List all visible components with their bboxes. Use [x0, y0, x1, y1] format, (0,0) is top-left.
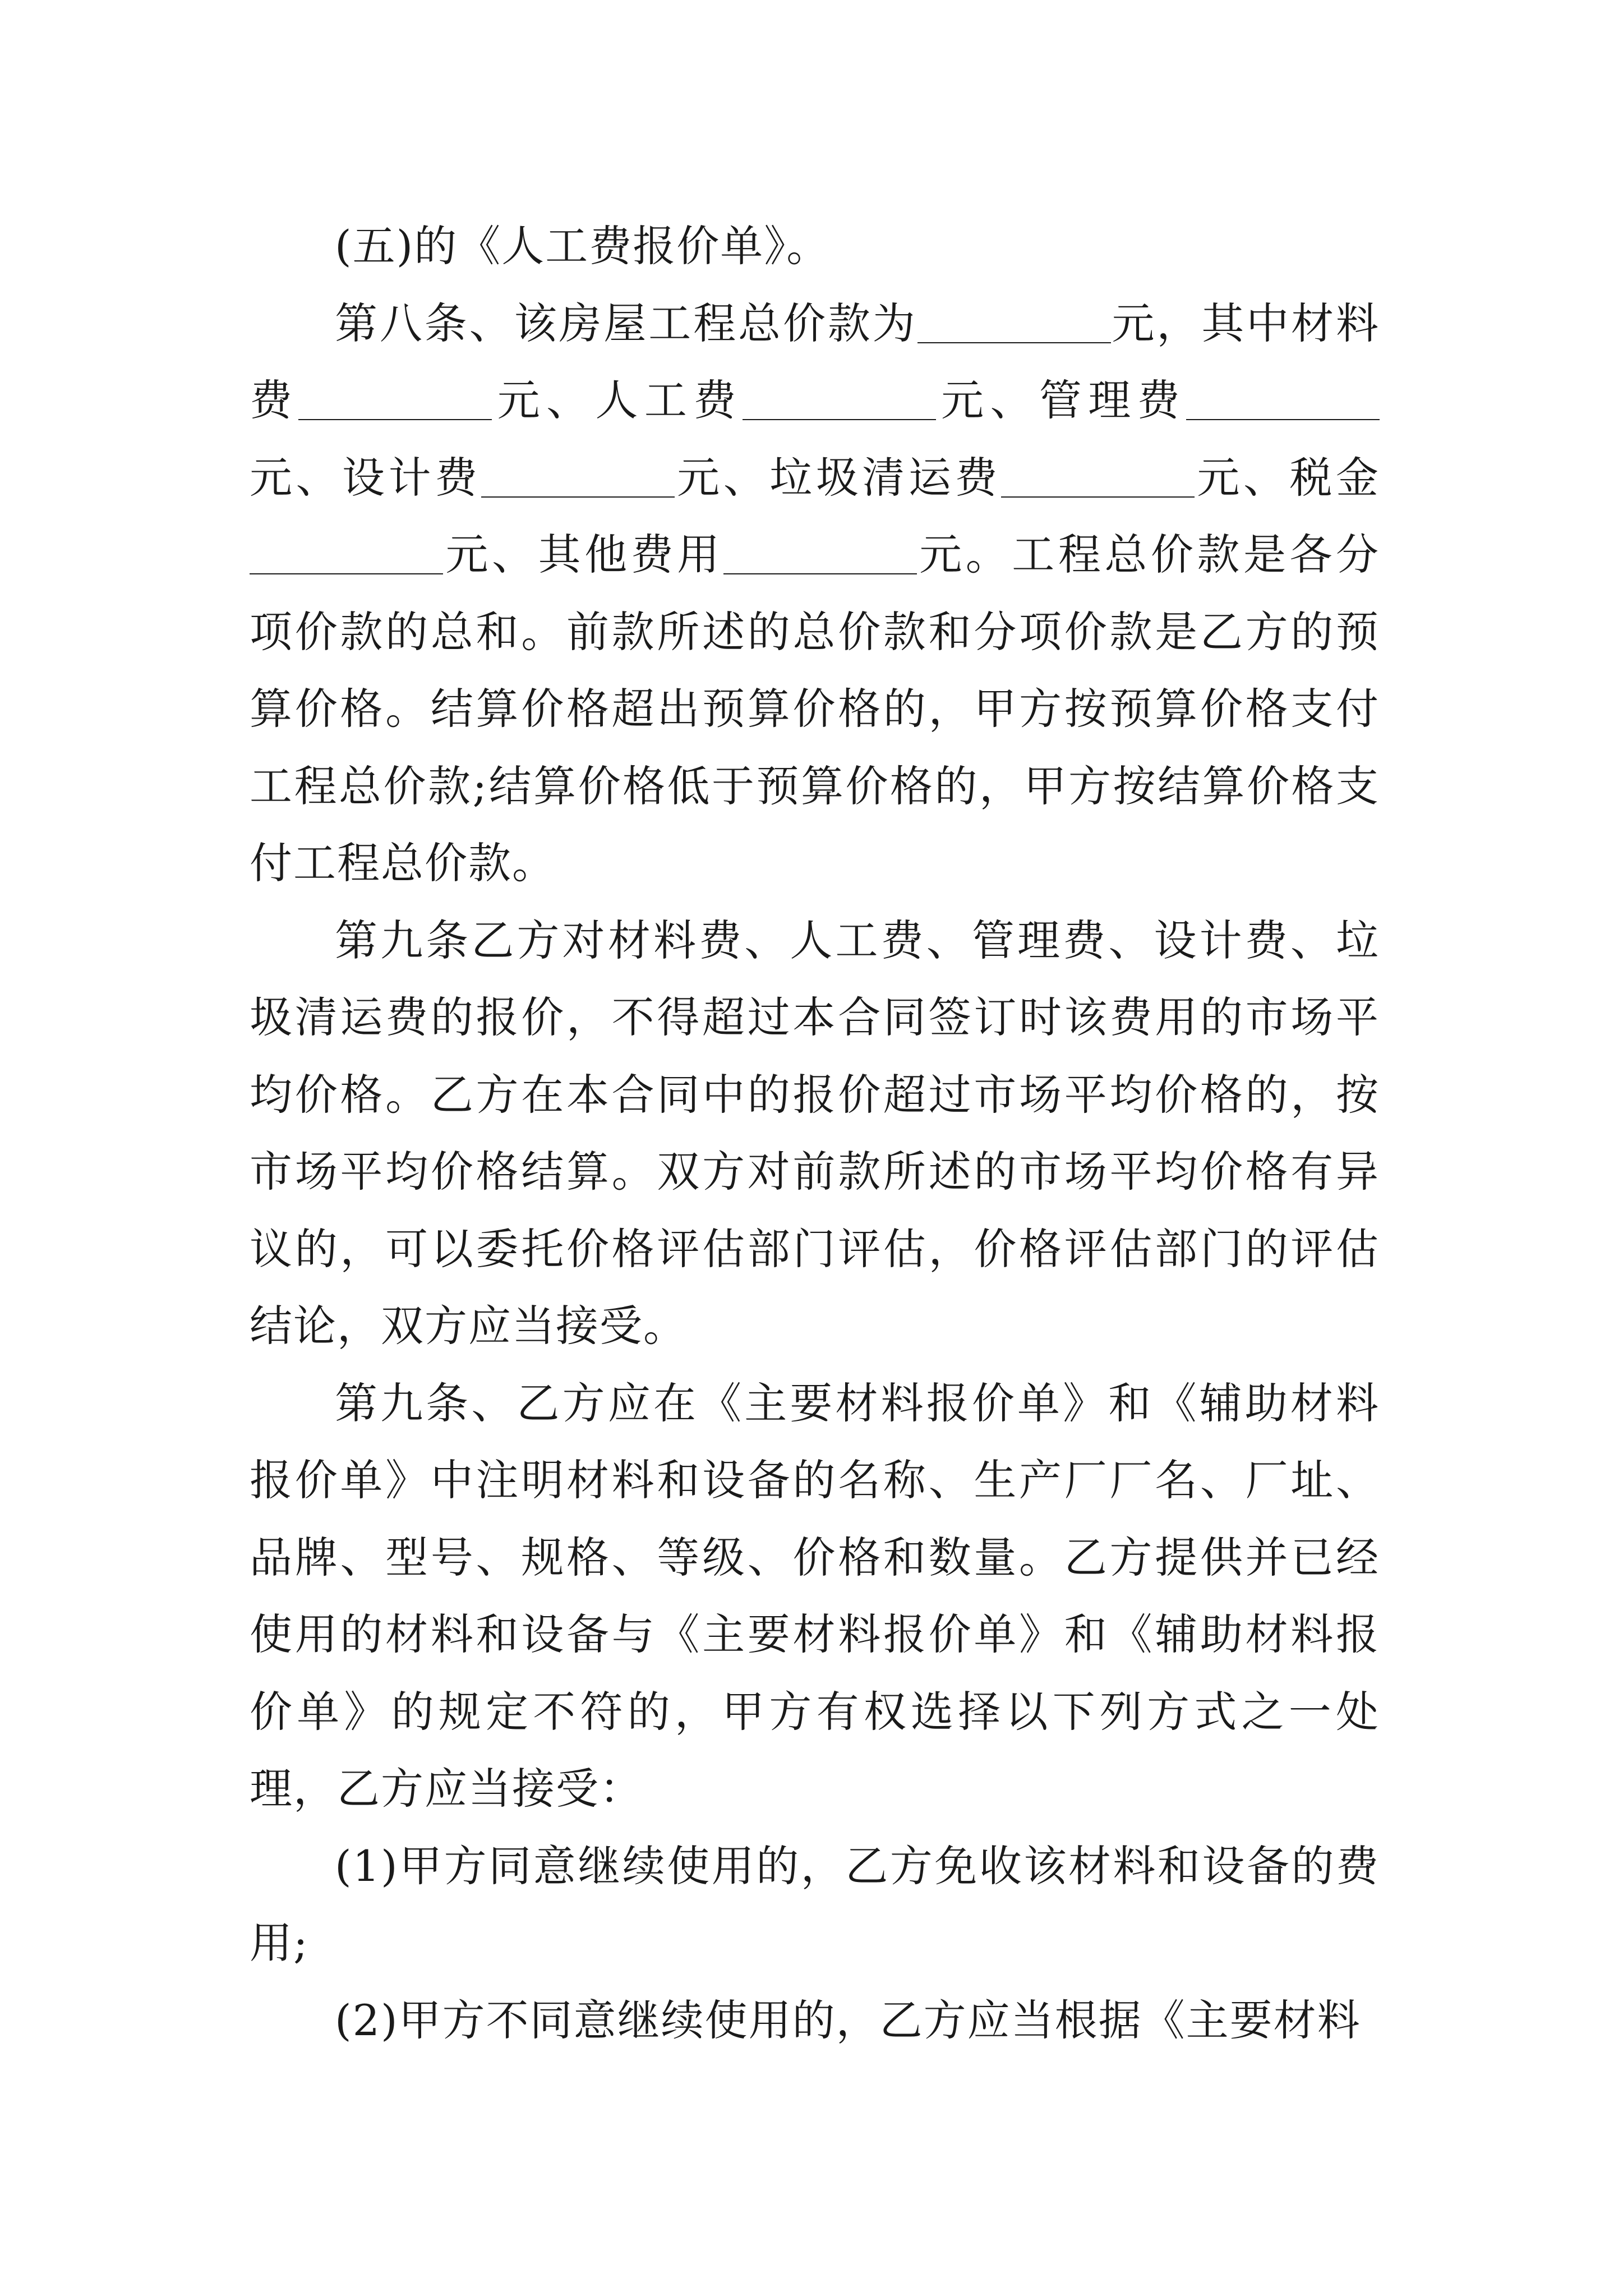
- paragraph-p1: [250, 208, 1380, 285]
- paragraph-text: (五)的《人工费报价单》。: [335, 221, 831, 271]
- fill-in-blank: [1186, 376, 1380, 420]
- paragraph-text: 元、设计费: [250, 452, 481, 503]
- paragraph-text: 元、税金: [1194, 452, 1380, 503]
- paragraph-text: (1)甲方同意继续使用的，乙方免收该材料和设备的费用;: [250, 1841, 1380, 1968]
- fill-in-blank: [481, 454, 675, 498]
- paragraph-text: 第九条乙方对材料费、人工费、管理费、设计费、垃圾清运费的报价，不得超过本合同签订时该费用的市场平均价格。乙方在本合同中的报价超过市场平均价格的，按市场平均价格结算。双方对前款所述的市场平均价格有异议的，可以委托价格评估部门评估，价格评估部门的评估结论，双方应当接受。: [250, 915, 1380, 1351]
- paragraph-p2: [250, 285, 1380, 902]
- paragraph-text: 元，其中材料费: [250, 298, 1380, 425]
- paragraph-text: 元、管理费: [935, 375, 1187, 425]
- paragraph-text: 元、其他费用: [443, 530, 723, 579]
- fill-in-blank: [723, 531, 917, 574]
- fill-in-blank: [1001, 454, 1195, 498]
- paragraph-text: 第八条、该房屋工程总价款为: [335, 298, 917, 348]
- paragraph-p3: [250, 902, 1380, 1365]
- paragraph-text: 元、垃圾清运费: [674, 452, 1001, 503]
- contract-body: [250, 208, 1380, 2059]
- paragraph-text: 元。工程总价款是各分项价款的总和。前款所述的总价款和分项价款是乙方的预算价格。结算价格超出预算价格的，甲方按预算价格支付工程总价款;结算价格低于预算价格的，甲方按结算价格支付工程总价款。: [250, 530, 1380, 888]
- paragraph-p4: [250, 1365, 1380, 1828]
- paragraph-text: 元、人工费: [492, 375, 743, 425]
- fill-in-blank: [298, 376, 492, 420]
- fill-in-blank: [250, 531, 443, 574]
- paragraph-text: (2)甲方不同意继续使用的，乙方应当根据《主要材料: [335, 1995, 1361, 2045]
- paragraph-p6: [250, 1982, 1380, 2059]
- fill-in-blank: [743, 376, 936, 420]
- fill-in-blank: [917, 300, 1111, 343]
- paragraph-p5: [250, 1828, 1380, 1982]
- paragraph-text: 第九条、乙方应在《主要材料报价单》和《辅助材料报价单》中注明材料和设备的名称、生产厂厂名、厂址、品牌、型号、规格、等级、价格和数量。乙方提供并已经使用的材料和设备与《主要材料报价单》和《辅助材料报价单》的规定不符的，甲方有权选择以下列方式之一处理，乙方应当接受：: [250, 1378, 1380, 1814]
